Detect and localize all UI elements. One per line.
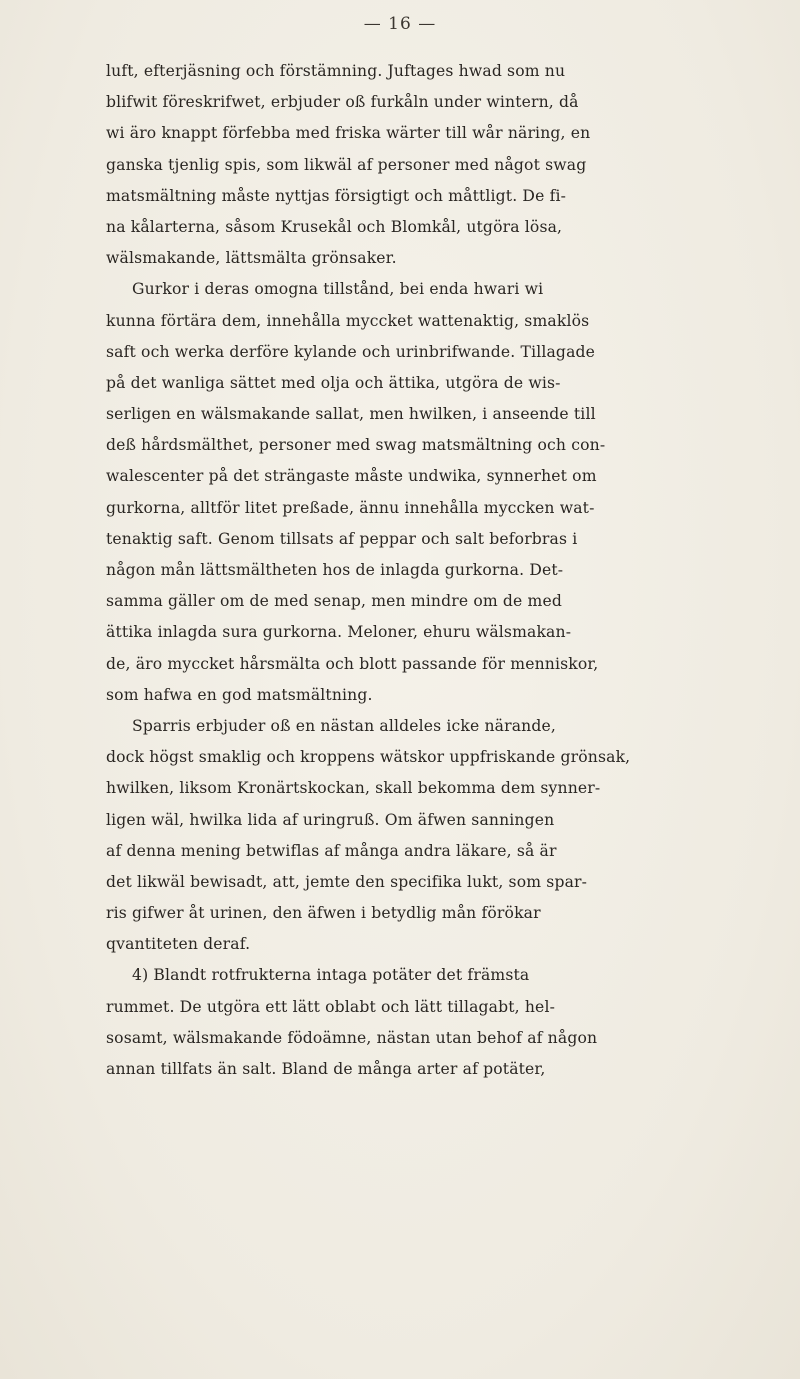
- body-text: [106, 56, 716, 1085]
- text-line: sosamt, wälsmakande födoämne, nästan utan behof af någon: [106, 1028, 598, 1047]
- text-line: matsmältning måste nyttjas försigtigt och måttligt. De fi-: [106, 186, 567, 205]
- text-line: någon mån lättsmältheten hos de inlagda gurkorna. Det-: [106, 561, 564, 579]
- text-line: luft, efterjäsning och förstämning. Juftages hwad som nu: [106, 62, 566, 80]
- text-line: saft och werka derföre kylande och urinbrifwande. Tillagade: [106, 342, 596, 361]
- text-line: ris gifwer åt urinen, den äfwen i betydlig mån förökar: [106, 904, 541, 923]
- text-line: på det wanliga sättet med olja och ättika, utgöra de wis-: [106, 373, 561, 392]
- text-line: serligen en wälsmakande sallat, men hwilken, i anseende till: [106, 405, 596, 424]
- text-line: na kålarterna, såsom Krusekål och Blomkål, utgöra lösa,: [106, 217, 563, 236]
- text-line: de, äro myccket hårsmälta och blott passande för menniskor,: [106, 654, 599, 673]
- text-line: blifwit föreskrifwet, erbjuder oß furkåln under wintern, då: [106, 93, 579, 112]
- text-line: ligen wäl, hwilka lida af uringruß. Om äfwen sanningen: [106, 810, 555, 829]
- text-line: det likwäl bewisadt, att, jemte den specifika lukt, som spar-: [106, 872, 588, 891]
- text-line: af denna mening betwiflas af många andra läkare, så är: [106, 841, 557, 860]
- paragraph-start-line: Gurkor i deras omogna tillstånd, bei enda hwari wi: [132, 280, 544, 299]
- text-line: deß hårdsmälthet, personer med swag matsmältning och con-: [106, 436, 606, 455]
- text-line: kunna förtära dem, innehålla myccket wattenaktig, smaklös: [106, 311, 590, 330]
- text-line: samma gäller om de med senap, men mindre om de med: [106, 592, 562, 611]
- page-number-header: — 16 —: [363, 14, 437, 34]
- text-line: gurkorna, alltför litet preßade, ännu innehålla myccken wat-: [106, 498, 595, 517]
- text-line: wi äro knappt förfebba med friska wärter till wår näring, en: [106, 124, 591, 143]
- text-line: wälsmakande, lättsmälta grönsaker.: [106, 249, 397, 268]
- text-line: ättika inlagda sura gurkorna. Meloner, ehuru wälsmakan-: [106, 623, 572, 642]
- text-line: dock högst smaklig och kroppens wätskor uppfriskande grönsak,: [106, 748, 631, 767]
- text-line: annan tillfats än salt. Bland de många arter af potäter,: [106, 1060, 546, 1078]
- text-line: ganska tjenlig spis, som likwäl af personer med något swag: [106, 155, 587, 174]
- text-line: hwilken, liksom Kronärtskockan, skall bekomma dem synner-: [106, 779, 601, 798]
- text-line: walescenter på det strängaste måste undwika, synnerhet om: [106, 467, 597, 486]
- text-line: som hafwa en god matsmältning.: [106, 685, 373, 704]
- text-line: rummet. De utgöra ett lätt oblabt och lätt tillagabt, hel-: [106, 997, 555, 1016]
- paragraph-start-line: 4) Blandt rotfrukterna intaga potäter det främsta: [132, 966, 530, 985]
- paragraph-start-line: Sparris erbjuder oß en nästan alldeles icke närande,: [132, 716, 556, 735]
- text-line: tenaktig saft. Genom tillsats af peppar och salt beforbras i: [106, 529, 578, 548]
- text-line: qvantiteten deraf.: [106, 935, 251, 954]
